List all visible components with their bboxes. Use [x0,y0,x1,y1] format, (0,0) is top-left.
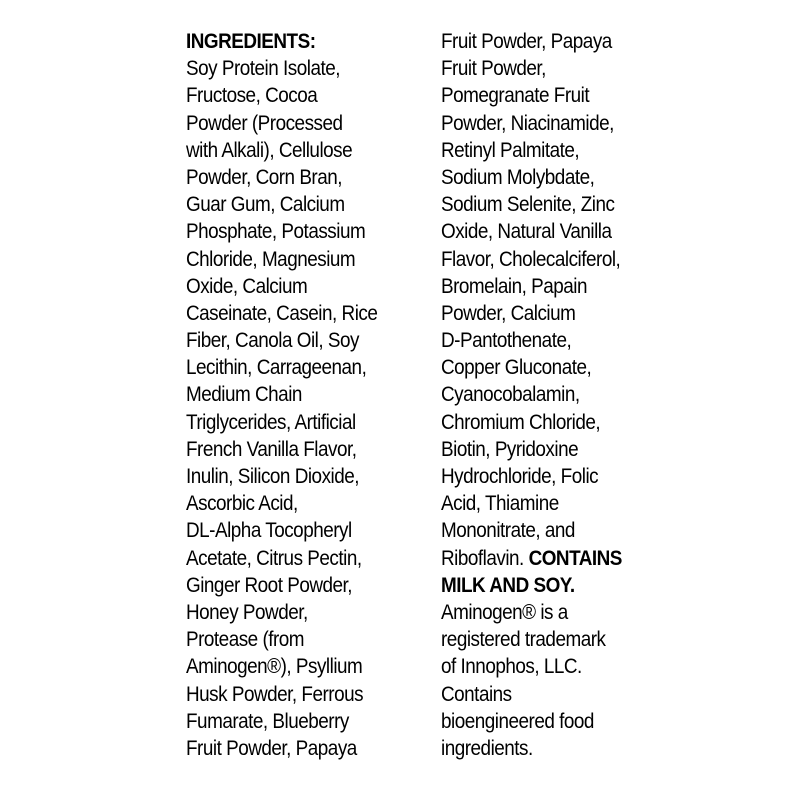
ingredient-line: Soy Protein Isolate, [186,57,340,81]
ingredient-line: Honey Powder, [186,600,308,624]
ingredient-line: Powder, Niacinamide, [441,111,614,135]
ingredient-line: Acetate, Citrus Pectin, [186,546,362,570]
ingredient-line: Chromium Chloride, [441,410,601,434]
ingredient-line: Oxide, Calcium [186,274,308,298]
ingredient-line: Husk Powder, Ferrous [186,682,364,706]
ingredient-line: Protease (from [186,628,305,652]
ingredient-line: Fumarate, Blueberry [186,709,349,733]
ingredients-label [0,28,800,788]
bioengineered-line: Contains [441,682,512,706]
ingredient-line: Sodium Molybdate, [441,165,595,189]
ingredient-line: Fruit Powder, [441,57,546,81]
ingredient-line: Lecithin, Carrageenan, [186,356,367,380]
ingredient-line: French Vanilla Flavor, [186,437,357,461]
ingredient-line: Bromelain, Papain [441,274,588,298]
ingredient-line: Oxide, Natural Vanilla [441,220,612,244]
ingredient-line: Acid, Thiamine [441,492,559,516]
ingredient-line: Powder (Processed [186,111,343,135]
ingredient-line: Fructose, Cocoa [186,84,318,108]
trademark-line: registered trademark [441,628,606,652]
ingredient-line: Biotin, Pyridoxine [441,437,579,461]
ingredient-line: Powder, Corn Bran, [186,165,343,189]
ingredient-line: Powder, Calcium [441,301,576,325]
ingredient-line: Cyanocobalamin, [441,383,580,407]
ingredients-heading: INGREDIENTS: [186,30,316,53]
ingredient-line: Guar Gum, Calcium [186,193,345,217]
ingredient-line: Medium Chain [186,383,302,407]
ingredient-line: Chloride, Magnesium [186,247,356,271]
ingredient-line: Mononitrate, and [441,519,575,543]
ingredient-line: Caseinate, Casein, Rice [186,301,378,325]
ingredient-line: DL-Alpha Tocopheryl [186,519,352,543]
ingredient-line: with Alkali), Cellulose [186,138,353,162]
ingredient-line: Fiber, Canola Oil, Soy [186,329,359,353]
ingredient-line: Ascorbic Acid, [186,492,298,516]
allergen-statement-part1: CONTAINS [528,546,622,570]
ingredient-line: Hydrochloride, Folic [441,465,599,488]
ingredient-line: Pomegranate Fruit [441,84,590,108]
ingredient-line: Sodium Selenite, Zinc [441,193,615,217]
ingredient-line: Triglycerides, Artificial [186,410,356,434]
bioengineered-line: bioengineered food [441,709,594,733]
ingredient-line: Phosphate, Potassium [186,220,366,244]
ingredient-line: Flavor, Cholecalciferol, [441,247,621,271]
ingredient-line: Fruit Powder, Papaya [186,736,357,760]
trademark-line: Aminogen® is a [441,600,568,624]
riboflavin-text: Riboflavin. [441,546,524,570]
ingredient-line: Copper Gluconate, [441,356,592,380]
trademark-line: of Innophos, LLC. [441,655,582,679]
ingredient-line: D-Pantothenate, [441,329,572,353]
right-column [441,28,622,762]
bioengineered-line: ingredients. [441,736,533,760]
ingredient-line: Ginger Root Powder, [186,573,353,597]
ingredient-line: Inulin, Silicon Dioxide, [186,465,360,488]
ingredient-line: Aminogen®), Psyllium [186,655,363,679]
allergen-statement-part2: MILK AND SOY. [441,573,575,597]
ingredient-line: Fruit Powder, Papaya [441,30,612,53]
left-column [186,28,377,762]
ingredient-line: Retinyl Palmitate, [441,138,580,162]
riboflavin-contains-line [441,545,622,572]
